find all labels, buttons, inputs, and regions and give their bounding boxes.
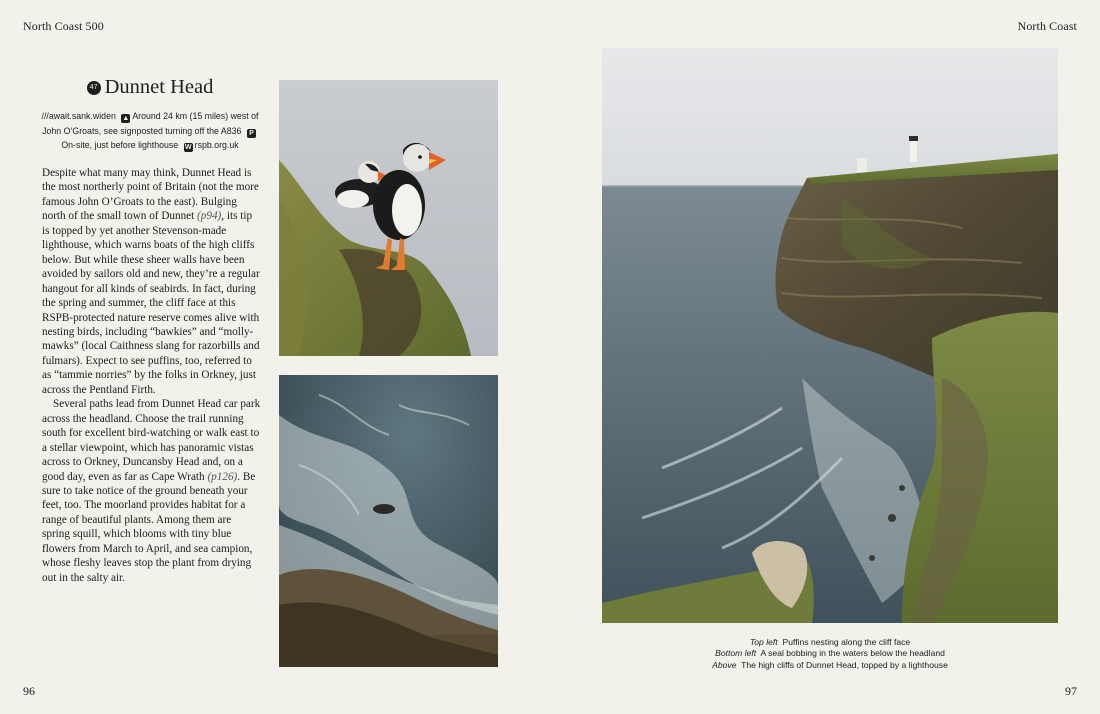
seal-photo — [279, 375, 498, 667]
what3words-address: ///await.sank.widen — [41, 111, 116, 121]
caption-bottom-left — [602, 648, 1058, 659]
entry-body — [42, 166, 261, 585]
number-badge: 47 — [87, 81, 101, 95]
paragraph-1 — [42, 166, 261, 397]
caption-position: Bottom left — [715, 648, 757, 659]
entry-title: Dunnet Head — [104, 76, 214, 98]
parking-text: On-site, just before lighthouse — [61, 140, 179, 150]
website-link[interactable]: rspb.org.uk — [194, 140, 239, 150]
page-reference-cape-wrath: (p126) — [207, 470, 238, 483]
paragraph-2 — [42, 397, 261, 585]
paragraph-1-text-b: , its tip is topped by yet another Stevenson-made lighthouse, which warns boats of the high cliffs below. But while these sheer walls have been avoided by sailors old and new, they’re a regular hangout for all kinds of seabirds. In fact, during the spring and summer, the cliff face at this RSPB-protected nature reserve comes alive with nesting birds, including “bawkies” and “molly-mawks” (local Caithness slang for razorbills and fulmars). Expect to see puffins, too, referred to as “tammie norries” by the folks in Orkney, just across the Pentland Firth. — [42, 210, 260, 396]
caption-text: The high cliffs of Dunnet Head, topped by a lighthouse — [741, 659, 948, 670]
car-icon: ▲ — [122, 115, 130, 122]
caption-position: Above — [712, 659, 737, 670]
web-icon: W — [184, 144, 192, 151]
caption-top-left — [602, 637, 1058, 648]
cliffs-lighthouse-photo — [602, 48, 1058, 623]
entry-heading — [42, 76, 258, 99]
caption-position: Top left — [749, 637, 778, 647]
puffins-photo — [279, 80, 498, 356]
directions-text: Around 24 km (15 miles) west of John O’Groats, see signposted turning off the A836 — [42, 111, 259, 136]
info-box — [38, 109, 262, 153]
page-reference-dunnet: (p94) — [197, 210, 222, 223]
paragraph-2-text-b: . Be sure to take notice of the ground beneath your feet, too. The moorland provides habitat for a range of beautiful plants. Among them are spring squill, which blooms with tiny blue flowers from March to April, and sea campion, whose fleshy leaves stop the plant from drying out in the salty air. — [42, 470, 256, 584]
photo-captions — [602, 637, 1058, 671]
page-number-right: 97 — [1065, 684, 1077, 698]
paragraph-2-text-a: Several paths lead from Dunnet Head car park across the headland. Choose the trail running south for excellent bird-watching or walk east to a stellar viewpoint, which has panoramic vistas across to Orkney, Duncansby Head and, on a good day, even as far as Cape Wrath — [42, 398, 261, 483]
running-header-left: North Coast 500 — [23, 19, 104, 33]
paragraph-1-text-a: Despite what many may think, Dunnet Head is the most northerly point of Britain (not the more famous John O’Groats to the east). Bulging north of the small town of Dunnet — [42, 167, 259, 223]
page-number-left: 96 — [23, 684, 35, 698]
running-header-right: North Coast — [1017, 19, 1077, 33]
parking-icon: P — [247, 129, 256, 138]
caption-above — [602, 660, 1058, 671]
caption-text: Puffins nesting along the cliff face — [782, 637, 911, 647]
caption-text: A seal bobbing in the waters below the headland — [760, 648, 945, 659]
